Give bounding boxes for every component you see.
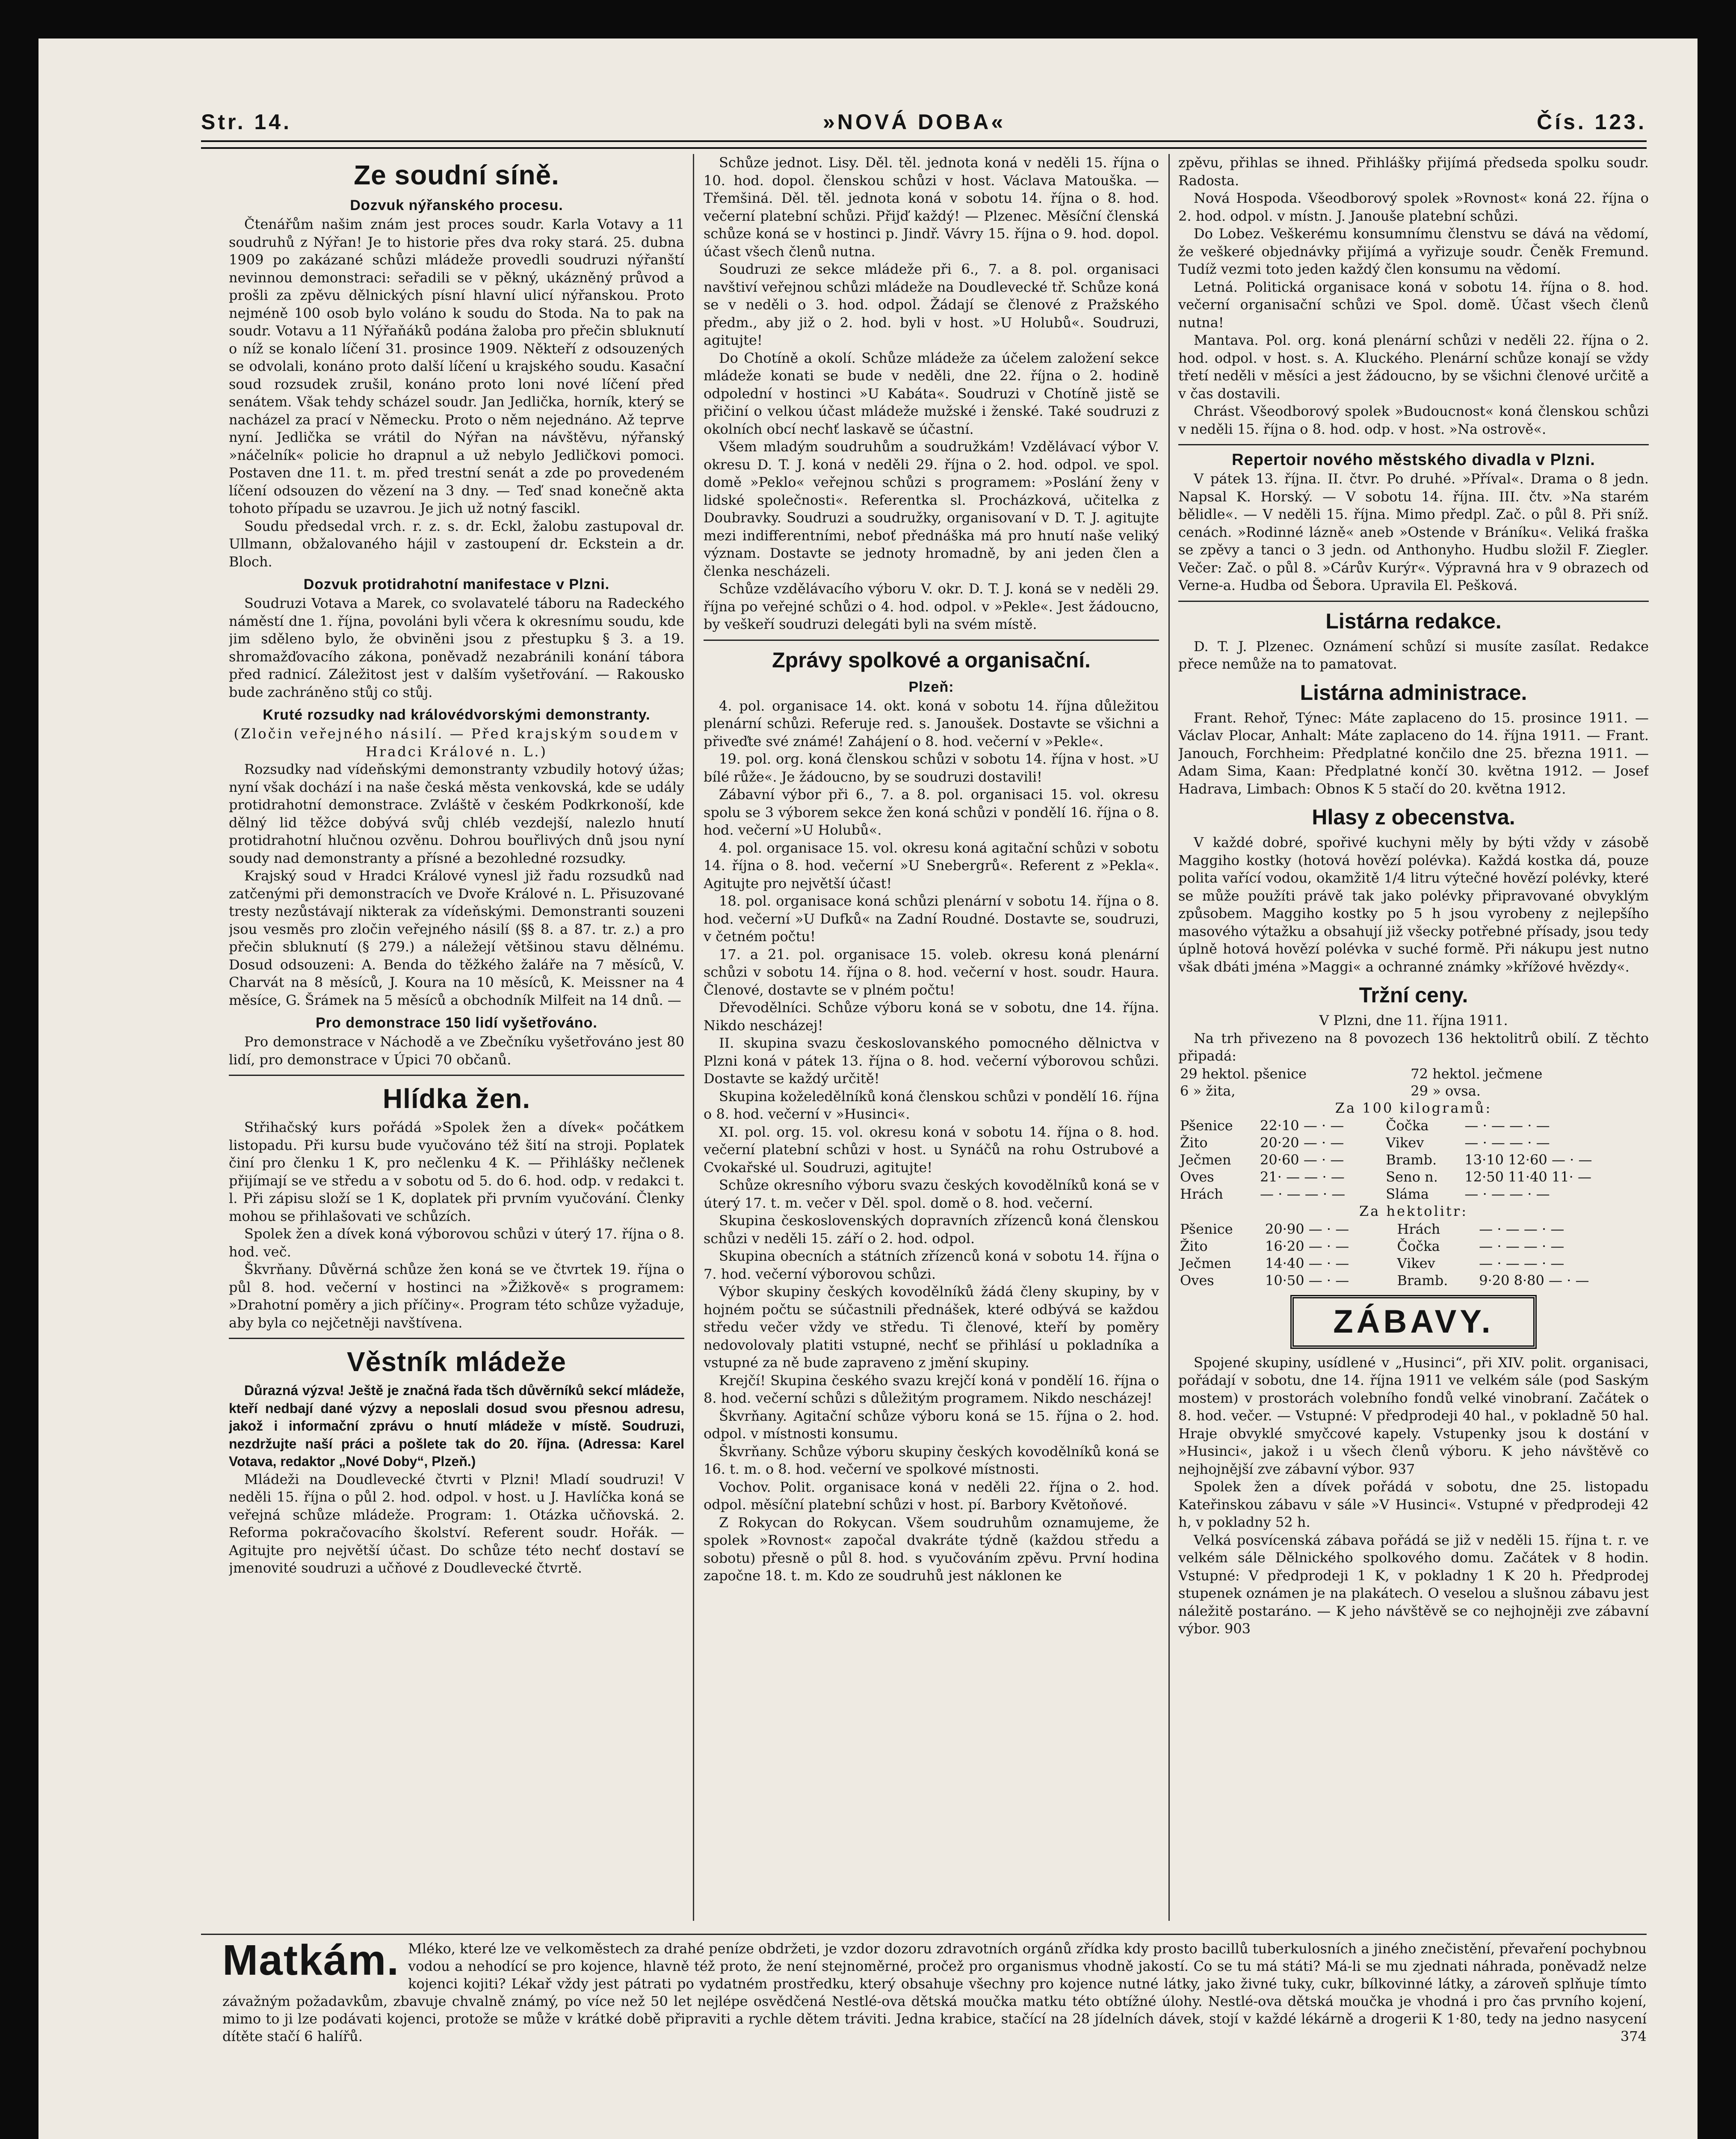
section-title-admin-letters: Listárna administrace.	[1300, 680, 1527, 705]
article-paragraph: Pro demonstrace v Náchodě a ve Zbečníku vyšetřováno jest 80 lidí, pro demonstrace v Úpici 70 občanů.	[229, 1034, 684, 1068]
table-cell: Pšenice	[1180, 1117, 1233, 1134]
table-cell: 20·60 — · —	[1260, 1152, 1344, 1168]
section-title-market-prices: Tržní ceny.	[1359, 983, 1468, 1007]
table-cell: 20·90 — · —	[1265, 1221, 1349, 1237]
table-row	[1178, 1134, 1649, 1151]
article-paragraph: Čtenářům našim znám jest proces soudr. Karla Votavy a 11 soudruhů z Nýřan! Je to historie přes dva roky stará. 25. dubna 1909 po zakázané schůzi mládeže provedli soudruzi nýřanští nevinnou demonstraci: seřadili se v pěkný, ukázněný průvod a prošli za zpěvu dělnických písní hlavní ulicí nýřanskou. Proto nejméně 100 osob bylo voláno k soudu do Stoda. Na to pak na soudr. Votavu a 11 Nýřaňáků podána žaloba pro přečin sbluknutí o níž se konalo líčení 31. prosince 1909. Někteří z odsouzených se odvolali, konáno proto další líčení u krajského soudu. Kasační soud rozsudek zrušil, konáno proto loni nové líčení před senátem. Však tehdy scházel soudr. Jan Jedlička, horník, který se nacházel za prací v Německu. Proto o něm nejednáno. Až teprve nyní. Jedlička se vrátil do Nýřan na návštěvu, nýřanský »náčelník« policie ho drapnul a už nebylo Jedličkovi pomoci. Postaven dne 11. t. m. před trestní senát a zde po provedeném líčení odsouzen do vězení na 3 dny. — Teď snad konečně akta tohoto případu se uzavrou. Je jich už notný fascikl.	[229, 216, 684, 516]
delivery-item: 29 » ovsa.	[1411, 1082, 1481, 1099]
newspaper-title: »NOVÁ DOBA«	[822, 110, 1006, 134]
notice-paragraph: 17. a 21. pol. organisace 15. voleb. okresu koná plenární schůzi v sobotu 14. října o 8. hod. večerní v host. soudr. Haura. Členové, dostavte se v plném počtu!	[704, 946, 1159, 998]
notice-paragraph: 19. pol. org. koná členskou schůzi v sobotu 14. října v host. »U bílé růže«. Je žádoucno, by se soudruzi dostavili!	[704, 751, 1159, 785]
editor-letters-text: D. T. J. Plzenec. Oznámení schůzí si musíte zasílat. Redakce přece nemůže na to pamatovat.	[1178, 638, 1649, 672]
section-rule	[1178, 601, 1649, 602]
table-cell: — · — — · —	[1464, 1186, 1550, 1202]
notice-paragraph: Chrást. Všeodborový spolek »Budoucnost« koná členskou schůzi v neděli 15. října o 8. hod. odp. v host. »Na ostrově«.	[1178, 403, 1649, 437]
table-cell: Bramb.	[1386, 1152, 1437, 1168]
table-row	[1178, 1255, 1649, 1272]
advertisement-title: Matkám.	[222, 1940, 400, 1984]
notice-paragraph: Zábavní výbor při 6., 7. a 8. pol. organisaci 15. vol. okresu spolu se 3 výborem sekce žen koná schůzi v pondělí 16. října o 8. hod. večerní »U Holubů«.	[704, 786, 1159, 838]
entertainment-banner	[1290, 1295, 1537, 1349]
table-cell: 16·20 — · —	[1265, 1238, 1349, 1254]
article-paragraph: Schůze jednot. Lisy. Děl. těl. jednota koná v neděli 15. října o 10. hod. dopol. členskou schůzi v host. Václava Matouška. — Třemšiná. Děl. těl. jednota koná v sobotu 14. října o 8. hod. večerní platební schůzi. Přijď každý! — Plzenec. Měsíční členská schůze koná se v hostinci p. Jindř. Vávry 15. října o 9. hod. dopol. účast všech členů nutna.	[704, 154, 1159, 260]
delivery-item: 6 » žita,	[1180, 1082, 1236, 1099]
section-rule	[229, 1075, 684, 1076]
table-cell: 14·40 — · —	[1265, 1255, 1349, 1271]
article-heading: Dozvuk protidrahotní manifestace v Plzni.	[303, 576, 610, 593]
section-title-public-voices: Hlasy z obecenstva.	[1312, 805, 1515, 829]
article-paragraph: Krajský soud v Hradci Králové vynesl již řadu rozsudků nad zatčenými při demonstracích ve Dvoře Králové n. L. Přisuzované tresty nezůstávají nikterak za vídeňskými. Demonstranti souzeni jsou vesměs pro zločin veřejného násilí (§§ 8. a 87. tr. z.) a pro přečin sbluknutí (§ 279.) a náležejí většinou stavu dělnému. Dosud odsouzeni: A. Benda do těžkého žaláře na 7 měsíců, V. Charvát na 8 měsíců, J. Koura na 10 měsíců, K. Meissner na 4 měsíce, G. Šrámek na 5 měsíců a obchodník Milfeit na 14 dnů. —	[229, 868, 684, 1008]
table-cell: 10·50 — · —	[1265, 1272, 1349, 1289]
table-cell: Oves	[1180, 1169, 1214, 1185]
city-heading: Plzeň:	[908, 678, 954, 695]
table-cell: Vikev	[1397, 1255, 1435, 1271]
table-row	[1178, 1117, 1649, 1134]
section-rule	[229, 1338, 684, 1339]
section-title-court: Ze soudní síně.	[354, 160, 559, 190]
entertainment-paragraph: Velká posvícenská zábava pořádá se již v neděli 15. října t. r. ve velkém sále Dělnického spolkového domu. Začátek v 8 hodin. Vstupné: V předprodeji 1 K, v pokladny 1 K 20 h. Předprodej stupenek oznámen je na plakátech. O veselou a slušnou zábavu jest náležitě postaráno. — K jeho návštěvě se co nejhojněji zve zábavní výbor. 903	[1178, 1532, 1649, 1637]
market-hectolitre-delivery	[1178, 1065, 1649, 1099]
price-table-per-100kg	[1178, 1117, 1649, 1203]
article-subheading: (Zločin veřejného násilí. — Před krajským soudem v Hradci Králové n. L.)	[234, 726, 680, 760]
table-cell: Pšenice	[1180, 1221, 1233, 1237]
article-heading: Pro demonstrace 150 lidí vyšetřováno.	[316, 1015, 597, 1031]
public-voices-text: V každé dobré, spořivé kuchyni měly by býti vždy v zásobě Maggiho kostky (hotová hovězí polévka). Každá kostka dá, pouze polita vařící vodou, okamžitě 1/4 litru výtečné hovězí polévky, které se může použíti právě tak jako polévky připravované obvyklým způsobem. Maggiho kostky po 5 h jsou vyrobeny z nejlepšího masového výtažku a obsahují již všecky potřebné přísady, jsou tedy úplně hotová hovězí polévka v suché formě. Při nákupu jest nutno však dbáti jména »Maggi« a ochranné známky »křížové hvězdy«.	[1178, 834, 1649, 975]
advertisement-block	[222, 1940, 1647, 2077]
price-table-heading: Za hektolitr:	[1359, 1203, 1468, 1219]
table-cell: 20·20 — · —	[1260, 1135, 1344, 1151]
article-paragraph: Soudruzi ze sekce mládeže při 6., 7. a 8. pol. organisaci navštiví veřejnou schůzi mládeže na Doudlevecké tř. Schůze koná se v neděli o 3. hod. odpol. Žádají se členové z Pražského předm., aby již o 2. hod. byli v host. »U Holubů«. Soudruzi, agitujte!	[704, 261, 1159, 348]
table-cell: — · — — · —	[1479, 1255, 1564, 1271]
section-rule	[704, 640, 1159, 641]
table-cell: 9·20 8·80 — · —	[1479, 1272, 1589, 1289]
newspaper-page	[38, 39, 1698, 2139]
entertainment-paragraph: Spolek žen a dívek pořádá v sobotu, dne 25. listopadu Kateřinskou zábavu v sále »V Husinci«. Vstupné v předprodeji 42 h, v pokladny 52 h.	[1178, 1478, 1649, 1530]
header-rule	[201, 140, 1647, 149]
notice-paragraph: zpěvu, přihlas se ihned. Přihlášky přijímá předseda spolku soudr. Radosta.	[1178, 154, 1649, 189]
table-row	[1178, 1238, 1649, 1255]
article-paragraph: Střihačský kurs pořádá »Spolek žen a dívek« počátkem listopadu. Při kursu bude vyučováno též šití na stroji. Poplatek činí pro členku 1 K, pro nečlenku 4 K. — Přihlášky nečlenek přijímají se ve středu a v sobotu od 5. do 6. hod. odp. v redakci t. l. Při zápisu složí se 1 K, doplatek při prvním vyučování. Členky mohou se přihlašovati ve schůzích.	[229, 1119, 684, 1224]
table-cell: Sláma	[1386, 1186, 1429, 1202]
notice-paragraph: Letná. Politická organisace koná v sobotu 14. října o 8. hod. večerní organisační schůzi ve Spol. domě. Účast všech členů nutna!	[1178, 278, 1649, 331]
article-paragraph: Důrazná výzva! Ještě je značná řada tšch důvěrníků sekcí mládeže, kteří nedbají dané výzvy a neposlali dosud svou přesnou adresu, jakož i informační zprávu o hnutí mládeže v místě. Soudruzi, nezdržujte naší práci a pošlete tak do 20. října. (Adressa: Karel Votava, redaktor „Nové Doby“, Plzeň.)	[229, 1383, 684, 1469]
market-intro: Na trh přivezeno na 8 povozech 136 hektolitrů obilí. Z těchto připadá:	[1178, 1030, 1649, 1064]
section-title-youth: Věstník mládeže	[347, 1346, 566, 1377]
table-cell: Žito	[1180, 1238, 1208, 1254]
table-cell: 12·50 11·40 11· —	[1464, 1169, 1592, 1185]
notice-paragraph: Skupina československých dopravních zřízenců koná členskou schůzi v neděli 15. září o 2. hod. odpol.	[704, 1212, 1159, 1247]
table-cell: Hrách	[1180, 1186, 1223, 1202]
notice-paragraph: 4. pol. organisace 15. vol. okresu koná agitační schůzi v sobotu 14. října o 8. hod. večerní »U Snebergrů«. Referent z »Pekla«. Agitujte pro největší účast!	[704, 839, 1159, 892]
notice-paragraph: Z Rokycan do Rokycan. Všem soudruhům oznamujeme, že spolek »Rovnost« započal dvakráte týdně (každou středu a sobotu) přesně o půl 8. hod. s vyučováním zpěvu. První hodina započne 18. t. m. Kdo ze soudruhů jest náklonen ke	[704, 1514, 1159, 1584]
table-cell: Bramb.	[1397, 1272, 1448, 1289]
section-title-theatre: Repertoir nového městského divadla v Plzni.	[1232, 451, 1595, 469]
article-paragraph: Do Chotíně a okolí. Schůze mládeže za účelem založení sekce mládeže konati se bude v neděli, dne 22. října o 2. hodině odpolední v hostinci »U Kabáta«. Soudruzi v Chotíně jistě se přičiní o velkou účast mládeže mužské i ženské. Také soudruzi z okolních obcí nechť laskavě se účastní.	[704, 350, 1159, 437]
advertisement-code: 374	[1620, 2028, 1647, 2044]
notice-paragraph: Skupina koželedělníků koná členskou schůzi v pondělí 16. října o 8. hod. večerní v »Husinci«.	[704, 1088, 1159, 1122]
notice-paragraph: Skupina obecních a státních zřízenců koná v sobotu 14. října o 7. hod. večerní výborovou schůzi.	[704, 1248, 1159, 1282]
notice-paragraph: Schůze okresního výboru svazu českých kovodělníků koná se v úterý 17. t. m. večer v Děl. spol. domě o 8. hod. večerní.	[704, 1177, 1159, 1211]
notice-paragraph: Nová Hospoda. Všeodborový spolek »Rovnost« koná 22. října o 2. hod. odpol. v místn. J. Janouše platební schůzi.	[1178, 190, 1649, 224]
notice-paragraph: II. skupina svazu českoslovanského pomocného dělnictva v Plzni koná v pátek 13. října o 8. hod. večerní výborovou schůzi. Dostavte se každý určitě!	[704, 1035, 1159, 1087]
table-cell: — · — — · —	[1464, 1135, 1550, 1151]
notice-paragraph: Dřevodělníci. Schůze výboru koná se v sobotu, dne 14. října. Nikdo nescházej!	[704, 999, 1159, 1034]
column-1	[229, 154, 684, 1929]
table-row	[1178, 1151, 1649, 1168]
theatre-program: V pátek 13. října. II. čtvr. Po druhé. »Příval«. Drama o 8 jedn. Napsal K. Horský. — V sobotu 14. října. III. čtv. »Na starém bělidle«. — V neděli 15. října. Mimo předpl. Zač. o půl 8. Při sníž. cenách. »Rodinné lázně« aneb »Ostende v Bráníku«. Veliká fraška se zpěvy a tanci o 3 jedn. od Anthonyho. Hudbu složil F. Ziegler. Večer: Zač. o půl 8. »Cárův Kurýr«. Výpravná hra v 9 obrazech od Verne-a. Hudba od Šebora. Upravila El. Pešková.	[1178, 471, 1649, 593]
article-paragraph: Soudu předsedal vrch. r. z. s. dr. Eckl, žalobu zastupoval dr. Ullmann, obžalovaného hájil v zastoupení dr. Eckstein a dr. Bloch.	[229, 518, 684, 570]
notice-paragraph: Mantava. Pol. org. koná plenární schůzi v neděli 22. října o 2. hod. odpol. v host. s. A. Kluckého. Plenární schůze konají se vždy třetí neděli v měsíci a jest žádoucno, by se všichni členové určitě a v čas dostavili.	[1178, 332, 1649, 402]
delivery-item: 72 hektol. ječmene	[1411, 1065, 1543, 1082]
admin-letters-text: Frant. Rehoř, Týnec: Máte zaplaceno do 15. prosince 1911. — Václav Plocar, Anhalt: Máte zaplaceno do 14. října 1911. — Frant. Janouch, Forchheim: Předplatné končilo dne 25. března 1911. — Adam Sima, Kaan: Předplatné končí 30. května 1912. — Josef Hadrava, Limbach: Obnos K 5 stačí do 20. května 1912.	[1178, 709, 1649, 797]
table-row	[1178, 1168, 1649, 1185]
article-paragraph: Schůze vzdělávacího výboru V. okr. D. T. J. koná se v neděli 29. října po veřejné schůzi o 4. hod. odpol. v »Pekle«. Jest žádoucno, by veškeří soudruzi delegáti byli na svém místě.	[704, 581, 1159, 632]
market-date: V Plzni, dne 11. října 1911.	[1319, 1012, 1508, 1028]
table-cell: Ječmen	[1180, 1152, 1231, 1168]
page-header	[201, 107, 1647, 137]
advertisement-text: Mléko, které lze ve velkoměstech za drahé peníze obdržeti, je vzdor dozoru zdravotních orgánů zřídka kdy prosto bacillů tuberkulosních a jiného znečistění, převaření pochybnou vodou a nehodící se pro kojence, hlavně též proto, že není stejnoměrné, pročež pro organismus vhodně jakostí. Co se tu má státi? Má-li se mu zjednati náhrada, poněvadž nelze kojenci kojiti? Lékař vždy jest pátrati po vydatném prostředku, který obsahuje všechny pro kojence nutné látky, jako živné tuky, cukr, bílkovinné látky, a zároveň splňuje tímto závažným požadavkům, zbavuje chvalně známý, po více než 50 let nejlépe osvědčená Nestlé-ova dětská moučka matku této obtížné úlohy. Nestlé-ova dětská moučka je vhodná i pro čas prvního kojení, mimo to ji lze podávati kojenci, protože se může v krátké době připraviti a rychle dětem tráviti. Jedna krabice, stačící na 28 jídelních dávek, stojí v každé lékárně a drogerii K 1·80, tedy na jedno nasycení dítěte stačí 6 halířů.	[222, 1941, 1647, 2044]
notice-paragraph: Škvrňany. Schůze výboru skupiny českých kovodělníků koná se 16. t. m. o 8. hod. večerní ve spolkové místnosti.	[704, 1443, 1159, 1477]
table-cell: — · — — · —	[1479, 1238, 1564, 1254]
notice-paragraph: Krejčí! Skupina českého svazu krejčí koná v pondělí 16. října o 8. hod. večerní schůzi s důležitým programem. Nikdo nescházej!	[704, 1372, 1159, 1406]
article-paragraph: Všem mladým soudruhům a soudružkám! Vzdělávací výbor V. okresu D. T. J. koná v neděli 29. října o 2. hod. odpol. ve spol. domě »Peklo« veřejnou schůzi s programem: »Poslání ženy v lidské společnosti«. Referentka sl. Procházková, učitelka z Doubravky. Soudruzi a soudružky, organisovaní v D. T. J. agitujte mezi indifferentními, neboť přednáška má pro hnutí naše veliký význam. Dostavte se jednoty hromadně, by ani jeden člen a členka nescházeli.	[704, 438, 1159, 579]
price-table-per-hectolitre	[1178, 1221, 1649, 1289]
section-rule	[1178, 444, 1649, 445]
table-cell: Ječmen	[1180, 1255, 1231, 1271]
table-row	[1178, 1221, 1649, 1238]
article-heading: Dozvuk nýřanského procesu.	[350, 197, 563, 213]
table-cell: — · — — · —	[1464, 1117, 1550, 1134]
issue-number: Čís. 123.	[1537, 110, 1647, 134]
table-cell: Čočka	[1386, 1117, 1429, 1134]
article-paragraph: Škvrňany. Důvěrná schůze žen koná se ve čtvrtek 19. října o půl 8. hod. večerní v hostinci na »Žižkově« s programem: »Drahotní poměry a jich příčiny«. Program této schůze vyžaduje, aby byla co nejčetněji navštívena.	[229, 1261, 684, 1331]
article-paragraph: Soudruzi Votava a Marek, co svolavatelé táboru na Radeckého náměstí dne 1. října, povoláni byli včera k okresnímu soudu, kde jim sděleno bylo, že obviněni jsou z přestupku § 3. a 19. shromažďovacího zákona, poněvadž nezabránili konání tábora před radnicí. Záležitost jest v dalším vyšetřování. — Rakousko bude zachráněno stůj co stůj.	[229, 595, 684, 700]
table-cell: — · — — · —	[1479, 1221, 1564, 1237]
column-divider	[1168, 154, 1170, 1921]
table-cell: Seno n.	[1386, 1169, 1438, 1185]
section-title-editor-letters: Listárna redakce.	[1325, 609, 1502, 633]
table-cell: Žito	[1180, 1135, 1208, 1151]
notice-paragraph: XI. pol. org. 15. vol. okresu koná v sobotu 14. října o 8. hod. večerní platební schůzi v host. u Synáčů na rohu Ostrubové a Cvokařské ul. Soudruzi, agitujte!	[704, 1123, 1159, 1176]
table-cell: 21· — — · —	[1260, 1169, 1345, 1185]
column-2	[704, 154, 1159, 1929]
column-divider	[693, 154, 694, 1921]
advertisement-rule	[201, 1934, 1647, 1935]
section-title-associations: Zprávy spolkové a organisační.	[772, 648, 1091, 672]
notice-paragraph: Vochov. Polit. organisace koná v neděli 22. října o 2. hod. odpol. měsíční platební schůzi v host. pí. Barbory Květoňové.	[704, 1478, 1159, 1513]
table-cell: Hrách	[1397, 1221, 1440, 1237]
table-cell: Čočka	[1397, 1238, 1440, 1254]
column-3	[1178, 154, 1649, 1929]
table-cell: Oves	[1180, 1272, 1214, 1289]
notice-paragraph: Do Lobez. Veškerému konsumnímu členstvu se dává na vědomí, že veškeré objednávky přijímá a vyřizuje soudr. Čeněk Fremund. Tudíž vezmi toto jeden každý člen konsumu na vědomí.	[1178, 225, 1649, 277]
delivery-item: 29 hektol. pšenice	[1180, 1065, 1307, 1082]
entertainment-paragraph: Spojené skupiny, usídlené v „Husinci“, při XIV. polit. organisaci, pořádají v sobotu, dne 14. října 1911 ve velkém sále (pod Saským mostem) v prostorách volebního fondů velké vinobraní. Začátek o 8. hod. večer. — Vstupné: V předprodeji 40 hal., v pokladně 50 hal. Hraje obvyklé smyčcové kapely. Vstupenky jsou k dostání v »Husinci«, jakož i u všech členů výboru. K jeho návštěvě co nejhojnější zve zábavní výbor. 937	[1178, 1354, 1649, 1477]
notice-paragraph: 18. pol. organisace koná schůzi plenární v sobotu 14. října o 8. hod. večerní »U Dufků« na Zadní Roudné. Dostavte se, soudruzi, v četném počtu!	[704, 893, 1159, 945]
table-cell: — · — — · —	[1260, 1186, 1346, 1202]
section-title-women: Hlídka žen.	[382, 1083, 531, 1114]
table-row	[1178, 1185, 1649, 1203]
table-row	[1178, 1272, 1649, 1289]
article-paragraph: Mládeži na Doudlevecké čtvrti v Plzni! Mladí soudruzi! V neděli 15. října o půl 2. hod. odpol. v host. u J. Havlíčka koná se veřejná schůze mládeže. Program: 1. Otázka učňovská. 2. Reforma pokračovacího školství. Referent soudr. Hořák. — Agitujte pro největší účast. Do schůze této nechť dostaví se jmenovité soudruzi a učňové z Doudlevecké čtvrtě.	[229, 1471, 684, 1576]
page-number: Str. 14.	[201, 110, 292, 134]
article-paragraph: Rozsudky nad vídeňskými demonstranty vzbudily hotový úžas; nyní však dochází i na naše česká města venkovská, kde se udály protidrahotní demonstrace. Zvláště v českém Podkrkonoší, kde dělný lid těžce dobývá svůj chléb vezdejší, nalezlo hnutí protidrahotní hlučnou ozvěnu. Dohrou bouřlivých dnů jsou nyní soudy nad demonstranty a přísné a bezohledné rozsudky.	[229, 761, 684, 866]
notice-paragraph: Škvrňany. Agitační schůze výboru koná se 15. října o 2. hod. odpol. v místnosti konsumu.	[704, 1407, 1159, 1442]
price-table-heading: Za 100 kilogramů:	[1335, 1099, 1492, 1116]
article-paragraph: Spolek žen a dívek koná výborovou schůzi v úterý 17. října o 8. hod. več.	[229, 1226, 684, 1260]
entertainment-title: ZÁBAVY.	[1333, 1303, 1494, 1340]
notice-paragraph: Výbor skupiny českých kovodělníků žádá členy skupiny, by v hojném počtu se súčastnili přednášek, které odbývá se každou středu večer vždy ve středu. Ti členové, kteří by poměry nedovolovaly platiti vstupné, nechť se přihlásí u pokladníka a vstupné za ně bude zapraveno z jmění skupiny.	[704, 1283, 1159, 1371]
table-cell: Vikev	[1386, 1135, 1424, 1151]
table-cell: 22·10 — · —	[1260, 1117, 1344, 1134]
article-heading: Kruté rozsudky nad královédvorskými demonstranty.	[263, 707, 651, 723]
table-cell: 13·10 12·60 — · —	[1464, 1152, 1592, 1168]
notice-paragraph: 4. pol. organisace 14. okt. koná v sobotu 14. října důležitou plenární schůzi. Referuje red. s. Janoušek. Dostavte se všichni a přiveďte své známé! Zahájení o 8. hod. večerní v »Pekle«.	[704, 697, 1159, 750]
